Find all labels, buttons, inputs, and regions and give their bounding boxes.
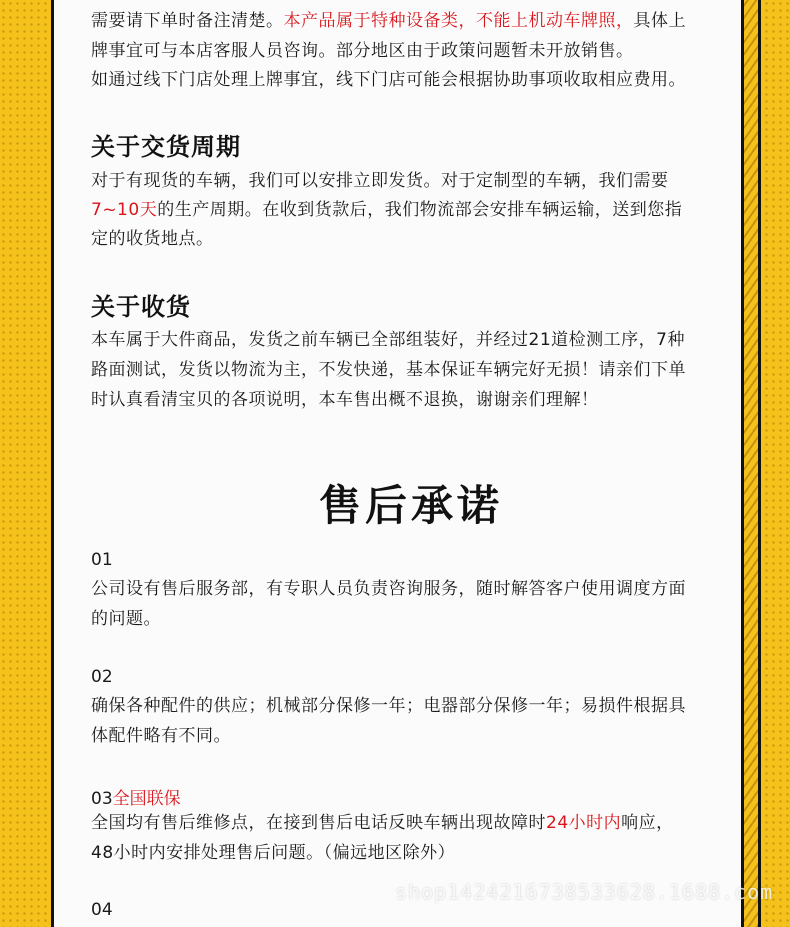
delivery-heading: 关于交货周期 [91,133,241,161]
nationwide-warranty-label: 全国联保 [112,789,181,809]
content-card [51,0,744,927]
item-02-line-2: 体配件略有不同。 [91,726,231,746]
intro-line-3: 如通过线下门店处理上牌事宜，线下门店可能会根据协助事项收取相应费用。 [91,70,686,90]
item-number-02: 02 [91,667,113,687]
item-02-line-1: 确保各种配件的供应；机械部分保修一年；电器部分保修一年；易损件根据具 [91,696,686,716]
delivery-text: 的生产周期。在收到货款后，我们物流部会安排车辆运输，送到您指 [157,200,683,220]
intro-line-2: 牌事宜可与本店客服人员咨询。部分地区由于政策问题暂未开放销售。 [91,41,634,61]
item-03-text: 响应， [621,813,674,833]
intro-text: 具体上 [633,11,686,31]
item-01-line-1: 公司设有售后服务部，有专职人员负责咨询服务，随时解答客户使用调度方面 [91,579,686,599]
delivery-line-3: 定的收货地点。 [91,229,214,249]
delivery-period: 7~10天 [91,200,158,220]
item-number-01: 01 [91,550,113,570]
item-number-04: 04 [91,900,113,920]
stripe-border [758,0,761,927]
receiving-line-1: 本车属于大件商品，发货之前车辆已全部组装好，并经过21道检测工序，7种 [91,330,685,350]
aftersales-title: 售后承诺 [318,481,503,530]
item-03-text: 全国均有售后维修点，在接到售后电话反映车辆出现故障时 [91,813,546,833]
item-03-line-1 [91,808,674,838]
delivery-line-1: 对于有现货的车辆，我们可以安排立即发货。对于定制型的车辆，我们需要 [91,171,669,191]
shop-watermark: shop1424216738533628.1688.com [395,880,774,904]
item-03-line-2: 48小时内安排处理售后问题。（偏远地区除外） [91,843,456,863]
item-03-number: 03 [91,789,113,809]
delivery-line-2 [91,195,682,225]
item-number-03 [91,784,181,809]
intro-line-1 [91,6,686,36]
receiving-line-2: 路面测试，发货以物流为主，不发快递，基本保证车辆完好无损！请亲们下单 [91,360,686,380]
intro-text: 需要请下单时备注清楚。 [91,11,284,31]
intro-warning: 本产品属于特种设备类，不能上机动车牌照， [283,11,634,31]
receiving-heading: 关于收货 [91,293,191,321]
receiving-line-3: 时认真看清宝贝的各项说明，本车售出概不退换，谢谢亲们理解！ [91,390,599,410]
response-time: 24小时内 [546,813,622,833]
item-01-line-2: 的问题。 [91,609,161,629]
